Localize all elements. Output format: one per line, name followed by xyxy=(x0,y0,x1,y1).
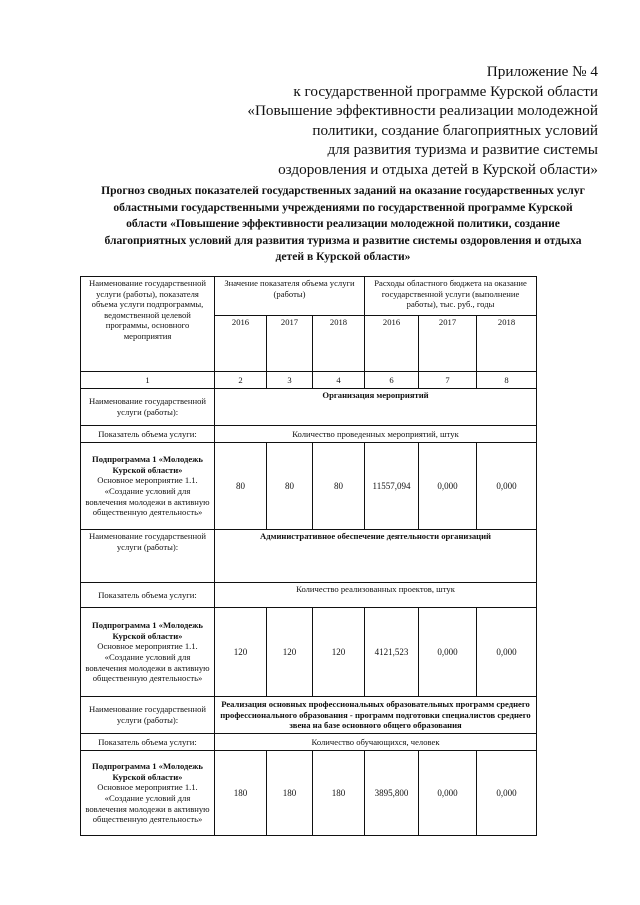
volume-value: 120 xyxy=(215,608,267,697)
expense-value: 3895,800 xyxy=(365,751,419,836)
measure-name: Основное мероприятие 1.1. «Создание условий для вовлечения молодежи в активную общественную деятельность» xyxy=(85,782,210,825)
volume-value: 180 xyxy=(313,751,365,836)
expense-value: 0,000 xyxy=(477,443,537,530)
column-number: 6 xyxy=(365,372,419,389)
header-year: 2016 xyxy=(365,316,419,372)
appendix-line: «Повышение эффективности реализации молодежной xyxy=(247,102,598,119)
indicator-label: Показатель объема услуги: xyxy=(81,583,215,608)
indicator-name: Количество обучающихся, человек xyxy=(215,734,537,751)
volume-value: 120 xyxy=(267,608,313,697)
volume-value: 80 xyxy=(267,443,313,530)
program-name: Подпрограмма 1 «Молодежь Курской области» xyxy=(92,761,203,782)
title-line: благоприятных условий для развития туризма и развитие системы оздоровления и отдыха xyxy=(104,233,582,247)
title-line: области «Повышение эффективности реализации молодежной политики, создание xyxy=(126,217,560,231)
appendix-line: к государственной программе Курской области xyxy=(293,82,598,100)
appendix-line: для развития туризма и развитие системы xyxy=(327,141,598,158)
expense-value: 0,000 xyxy=(477,608,537,697)
service-name: Реализация основных профессиональных образовательных программ среднего профессионального образования - программ подготовки специалистов среднего звена на базе основного общего образования xyxy=(215,697,537,734)
expense-value: 0,000 xyxy=(419,751,477,836)
measure-name: Основное мероприятие 1.1. «Создание условий для вовлечения молодежи в активную общественную деятельность» xyxy=(85,475,210,518)
volume-value: 80 xyxy=(313,443,365,530)
indicators-table xyxy=(80,276,537,836)
title-line: детей в Курской области» xyxy=(275,250,411,264)
program-cell xyxy=(81,443,215,530)
volume-value: 180 xyxy=(267,751,313,836)
program-name: Подпрограмма 1 «Молодежь Курской области» xyxy=(92,620,203,641)
program-cell xyxy=(81,751,215,836)
indicator-name: Количество реализованных проектов, штук xyxy=(215,583,537,608)
service-name-label: Наименование государственной услуги (работы): xyxy=(81,697,215,734)
header-year: 2018 xyxy=(313,316,365,372)
program-name: Подпрограмма 1 «Молодежь Курской области» xyxy=(92,454,203,475)
document-title xyxy=(88,183,598,266)
header-expenses: Расходы областного бюджета на оказание государственной услуги (выполнение работы), тыс. руб., годы xyxy=(365,277,537,316)
volume-value: 180 xyxy=(215,751,267,836)
indicator-label: Показатель объема услуги: xyxy=(81,734,215,751)
expense-value: 4121,523 xyxy=(365,608,419,697)
expense-value: 0,000 xyxy=(419,608,477,697)
service-name: Организация мероприятий xyxy=(215,389,537,426)
expense-value: 0,000 xyxy=(419,443,477,530)
expense-value: 11557,094 xyxy=(365,443,419,530)
program-cell xyxy=(81,608,215,697)
column-number: 1 xyxy=(81,372,215,389)
expense-value: 0,000 xyxy=(477,751,537,836)
title-line: областными государственными учреждениями по государственной программе Курской xyxy=(113,200,573,214)
service-name: Административное обеспечение деятельности организаций xyxy=(215,530,537,583)
column-number: 4 xyxy=(313,372,365,389)
column-number: 3 xyxy=(267,372,313,389)
header-year: 2017 xyxy=(267,316,313,372)
measure-name: Основное мероприятие 1.1. «Создание условий для вовлечения молодежи в активную общественную деятельность» xyxy=(85,641,210,684)
appendix-line: политики, создание благоприятных условий xyxy=(312,121,598,139)
header-name: Наименование государственной услуги (работы), показателя объема услуги подпрограммы, ведомственной целевой программы, основного мероприятия xyxy=(81,277,215,372)
indicator-label: Показатель объема услуги: xyxy=(81,426,215,443)
header-year: 2017 xyxy=(419,316,477,372)
appendix-line: оздоровления и отдыха детей в Курской области» xyxy=(278,160,598,178)
volume-value: 120 xyxy=(313,608,365,697)
header-year: 2016 xyxy=(215,316,267,372)
service-name-label: Наименование государственной услуги (работы): xyxy=(81,389,215,426)
appendix-line: Приложение № 4 xyxy=(486,63,598,80)
column-number: 7 xyxy=(419,372,477,389)
title-line: Прогноз сводных показателей государственных заданий на оказание государственных услуг xyxy=(101,184,585,197)
column-number: 8 xyxy=(477,372,537,389)
appendix-block xyxy=(178,62,598,179)
volume-value: 80 xyxy=(215,443,267,530)
service-name-label: Наименование государственной услуги (работы): xyxy=(81,530,215,583)
header-year: 2018 xyxy=(477,316,537,372)
indicator-name: Количество проведенных мероприятий, штук xyxy=(215,426,537,443)
column-number: 2 xyxy=(215,372,267,389)
header-volume: Значение показателя объема услуги (работы) xyxy=(215,277,365,316)
